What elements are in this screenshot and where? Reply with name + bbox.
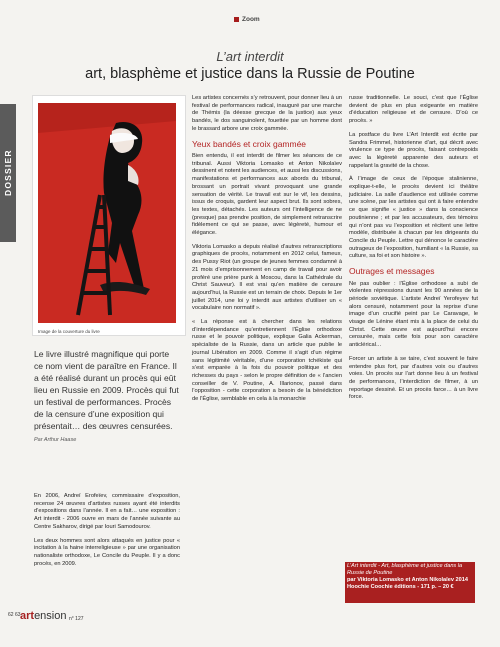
book-info-box	[345, 562, 475, 603]
subheading: Yeux bandés et croix gammée	[192, 138, 307, 149]
lead-author: Par Arthur Haase	[34, 437, 77, 443]
book-cover-illustration	[38, 103, 176, 323]
column-3	[349, 95, 478, 408]
book-authors: par Viktoria Lomasko et Anton Nikolaïev 2014	[347, 576, 468, 583]
paragraph: russe traditionnelle. Le souci, c’est que l’Église devient de plus en plus exigeante en matière d’éducation religieuse et de censure. D’où ce procès. »	[349, 95, 478, 125]
paragraph: Les deux hommes sont alors attaqués en justice pour « incitation à la haine interreligieuse » par une organisation nationaliste orthodoxe, Le Concile du Peuple. Il y a donc procès, en 2009.	[34, 537, 180, 567]
book-publisher: Hoochie Coochie éditions - 171 p. – 20 €	[347, 583, 454, 590]
paragraph: « La réponse est à chercher dans les relations d’interdépendance qu’entretiennent l’Église orthodoxe russe et le pouvoir politique, explique Galia Ackerman, spécialiste de la Russie, dans un article que publie le journal Libération en 2009. Comme il s’agit d’un régime sans légitimité véritable, d’une corporation tchékiste qui s’est emparée à la fois du pouvoir politique et des richesses du pays - selon le propre définition de « l’ancien conseiller de V. Poutine, A. Illarionov, passé dans l’opposition - cette corporation a besoin de la bénédiction de l’Église, semblable en cela à la monarchie	[192, 319, 342, 403]
section-zoom-label: Zoom	[234, 16, 260, 23]
paragraph: Bien entendu, il est interdit de filmer les séances de ce tribunal. Aussi Viktoria Lomasko et Anton Nikolaïev dessinent et notent les audiences, et aussi les discussions, manifestations et performances aux abords du tribunal, brossant un portrait vivant provoquant une grande sensation de vérité. Le travail est sur le vif, les dessins, issus de croquis, gardent leur aspect brut. Ils sont sobres, les textes, détachés. Les auteurs ont l’intelligence de ne (presque) pas prendre position, de simplement retranscrire fidèlement ce qui se passe, avec légèreté, humour et élégance.	[192, 153, 342, 237]
article-title-line2: art, blasphème et justice dans la Russie de Poutine	[85, 66, 415, 82]
column-1	[34, 493, 180, 574]
paragraph: À l’image de ceux de l’époque stalinienne, explique-t-elle, le procès devient ici théâtre judiciaire. La salle d’audience est utilisée comme une scène, par les artistes qui ont à faire entendre ce que signifie « justice » dans la conscience poutinienne ; et par les accusateurs, des témoins qui n’ont pas vu l’exposition et récitent une lettre modèle, distribuée à chacun par les dirigeants du Concile du Peuple. Lettre qui dénonce le caractère outrageux de l’exposition, humiliant « la Russie, sa culture, sa foi et son histoire ».	[349, 176, 478, 260]
paragraph: En 2006, Andreï Erofeïev, commissaire d’exposition, recense 24 œuvres d’artistes russes ayant été interdits d’expositions dans l’année. Il en a fait… une exposition : Art interdit - 2006 ouvre en mars de l’année suivante au Centre Sakharov, dirigé par Iouri Samodourov.	[34, 493, 180, 530]
subheading: Outrages et messages	[349, 266, 435, 277]
issue-number: n° 127	[69, 616, 84, 622]
red-square-icon	[234, 17, 239, 22]
magazine-logo: artension	[20, 610, 67, 622]
article-title-line1: L’art interdit	[216, 49, 284, 64]
lead-paragraph: Le livre illustré magnifique qui porte ce nom vient de paraître en France. Il a été réalisé durant un procès qui eût lieu en Russie en 2009. Procès qui fut un festival de performances. Procès de la censure d’une exposition qui présentait… des œuvres censurées. Par Arthur Haase	[34, 349, 179, 443]
paragraph: Ne pas oublier : l’Église orthodoxe a subi de violentes répressions durant les 90 années de la période soviétique. L’artiste Andreï Yerofeyev fut alors censuré, notamment pour la reprise d’une image d’un crucifié peint par Le Caravage, le visage de Lénine étant mis à la place de celui du Christ. Cette œuvre est aujourd’hui encore censurée, mais cette fois pour son caractère anticlérical…	[349, 280, 478, 349]
paragraph: La postface du livre L’Art Interdit est écrite par Sandra Frimmel, historienne d’art, qui décrit avec virulence ce type de procès, faisant contrepoids avec la légèreté apparente des auteurs et rappelant la gravité de la chose.	[349, 131, 478, 169]
book-title: L’Art interdit - Art, blasphème et justice dans la Russie de Poutine	[347, 563, 463, 576]
column-2	[192, 95, 342, 410]
paragraph: Les artistes concernés s’y retrouvent, pour donner lieu à un festival de performances radical, inauguré par une marche de Thémis (la déesse grecque de la justice) aux yeux bandés, le dos sanguinolent, fouettée par un homme dont le brassard arbore une croix gammée.	[192, 95, 342, 132]
paragraph: Viktoria Lomasko a depuis réalisé d’autres retranscriptions graphiques de procès, notamment en 2012 celui, fameux, des Pussy Riot (un groupe de jeunes femmes condamné à 21 mois d’emprisonnement en camp de travail pour avoir proféré une prière punk à Moscou, dans la Cathédrale du Christ Sauveur). Il est vrai qu’en matière de censure aujourd’hui, la Russie est un terrain de choix. Depuis le 1er juillet 2014, une loi y interdit aux artistes d’utiliser un « vocabulaire non normatif ».	[192, 243, 342, 312]
section-side-tab-label: DOSSIER	[3, 149, 13, 197]
page-numbers: 62 63	[8, 612, 21, 618]
paragraph: Forcer un artiste à se taire, c’est souvent le faire entendre plus fort, par d’autres voix ou d’autres voies. Un procès sur l’art donne lieu à un festival de performances, l’interdiction de filmer, à un reportage dessiné. Et un procès farce… à un livre force.	[349, 355, 478, 401]
figure-caption: Image de la couverture du livre	[38, 329, 100, 334]
